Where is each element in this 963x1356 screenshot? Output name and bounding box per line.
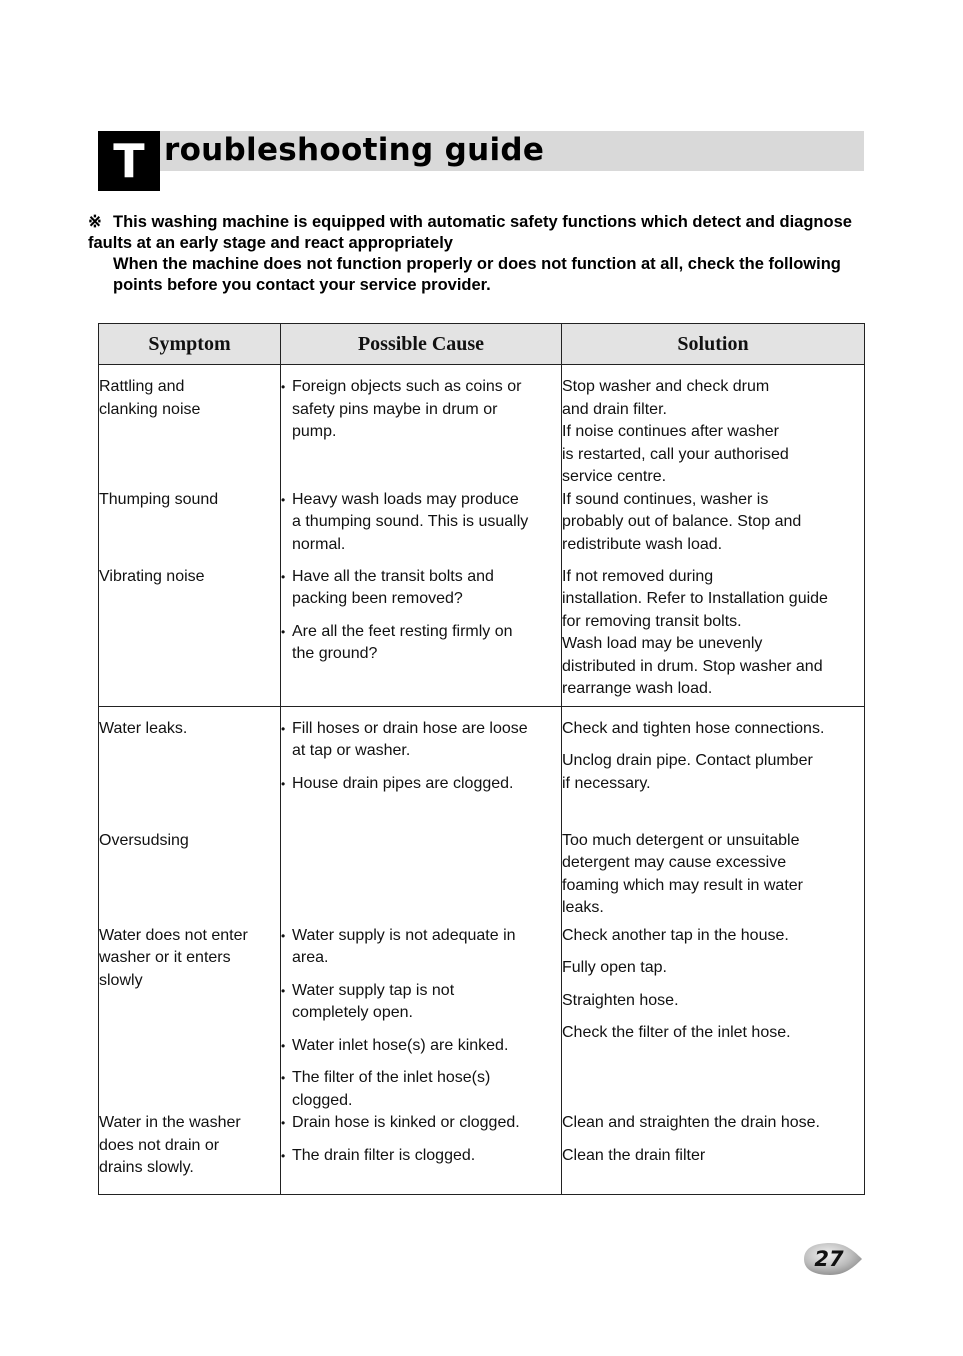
cause-item xyxy=(281,1067,561,1112)
text-line: leaks. xyxy=(562,899,604,916)
text-line: service centre. xyxy=(562,468,667,485)
header-solution: Solution xyxy=(562,324,865,365)
text-line: If sound continues, washer is xyxy=(562,490,769,508)
solution-item xyxy=(562,750,864,795)
header-symptom: Symptom xyxy=(99,324,281,365)
text-line: clanking noise xyxy=(99,400,201,418)
solution-item xyxy=(562,925,864,948)
text-line: Check and tighten hose connections. xyxy=(562,719,825,737)
text-line: • Water supply is not adequate in xyxy=(292,926,516,944)
solution-cell xyxy=(562,925,865,1113)
solution-item xyxy=(562,1145,864,1168)
cause-cell xyxy=(281,566,562,707)
text-line: at tap or washer. xyxy=(292,742,411,759)
text-line: for removing transit bolts. xyxy=(562,612,742,630)
solution-item xyxy=(562,718,864,741)
intro-paragraph-1: This washing machine is equipped with automatic safety functions which detect and diagnose faults at an early stage and react appropriately xyxy=(88,213,852,252)
table-row xyxy=(99,566,865,707)
text-line: drains slowly. xyxy=(99,1159,194,1176)
cause-item xyxy=(281,621,561,666)
text-line: Water in the washer xyxy=(99,1114,241,1131)
text-line: pump. xyxy=(292,423,337,440)
table-row xyxy=(99,706,865,830)
text-line: probably out of balance. Stop and xyxy=(562,513,802,530)
text-line: Oversudsing xyxy=(99,831,189,849)
symptom-cell xyxy=(99,365,281,489)
text-line: If not removed during xyxy=(562,567,714,585)
symptom-cell xyxy=(99,489,281,566)
title-initial-block: T xyxy=(98,131,160,191)
cause-cell xyxy=(281,925,562,1113)
cause-item xyxy=(281,925,561,970)
symptom-cell xyxy=(99,925,281,1113)
cause-cell xyxy=(281,830,562,925)
solution-cell xyxy=(562,1112,865,1195)
text-line: foaming which may result in water xyxy=(562,876,803,894)
text-line: rearrange wash load. xyxy=(562,680,713,697)
symptom-cell xyxy=(99,1112,281,1195)
text-line: clogged. xyxy=(292,1091,353,1109)
text-line: Wash load may be unevenly xyxy=(562,635,763,652)
text-line: a thumping sound. This is usually xyxy=(292,513,529,530)
text-line: area. xyxy=(292,949,329,966)
cause-cell xyxy=(281,365,562,489)
cause-item xyxy=(281,376,561,444)
solution-cell xyxy=(562,830,865,925)
solution-item xyxy=(562,1022,864,1045)
table-row xyxy=(99,489,865,566)
text-line: Thumping sound xyxy=(99,490,219,508)
text-line: Check the filter of the inlet hose. xyxy=(562,1024,791,1041)
text-line: if necessary. xyxy=(562,774,651,792)
solution-item xyxy=(562,566,864,701)
text-line: Water does not enter xyxy=(99,926,248,944)
solution-item xyxy=(562,1112,864,1135)
solution-item xyxy=(562,489,864,557)
troubleshooting-table xyxy=(98,323,865,1195)
text-line: detergent may cause excessive xyxy=(562,854,787,871)
symptom-cell xyxy=(99,706,281,830)
table-row xyxy=(99,365,865,489)
text-line: slowly xyxy=(99,971,143,989)
text-line: redistribute wash load. xyxy=(562,535,723,553)
solution-item xyxy=(562,957,864,980)
solution-cell xyxy=(562,706,865,830)
symptom-cell xyxy=(99,566,281,707)
text-line: Rattling and xyxy=(99,378,185,395)
text-line: Check another tap in the house. xyxy=(562,926,789,944)
text-line: Fully open tap. xyxy=(562,959,667,976)
text-line: • Are all the feet resting firmly on xyxy=(292,622,513,640)
text-line: • Heavy wash loads may produce xyxy=(292,490,519,508)
solution-item xyxy=(562,830,864,920)
text-line: packing been removed? xyxy=(292,590,463,607)
cause-item xyxy=(281,566,561,611)
text-line: • Have all the transit bolts and xyxy=(292,567,494,585)
solution-cell xyxy=(562,566,865,707)
cause-cell xyxy=(281,1112,562,1195)
text-line: Stop washer and check drum xyxy=(562,378,770,395)
header-possible-cause: Possible Cause xyxy=(281,324,562,365)
text-line: washer or it enters xyxy=(99,949,231,966)
text-line: • Fill hoses or drain hose are loose xyxy=(292,719,528,737)
reference-mark: ※ xyxy=(88,213,102,231)
text-line: normal. xyxy=(292,535,346,553)
text-line: installation. Refer to Installation guide xyxy=(562,590,828,607)
text-line: and drain filter. xyxy=(562,400,667,418)
text-line: Clean the drain filter xyxy=(562,1146,706,1164)
table-body xyxy=(99,365,865,1195)
intro-paragraph-2: When the machine does not function properly or does not function at all, check the following points before you contact your service provider. xyxy=(113,255,841,294)
cause-item xyxy=(281,773,561,796)
solution-cell xyxy=(562,365,865,489)
text-line: is restarted, call your authorised xyxy=(562,445,789,463)
cause-cell xyxy=(281,706,562,830)
cause-item xyxy=(281,489,561,557)
cause-item xyxy=(281,1035,561,1058)
text-line: • Water supply tap is not xyxy=(292,981,455,999)
text-line: distributed in drum. Stop washer and xyxy=(562,657,823,675)
text-line: Vibrating noise xyxy=(99,567,205,585)
cause-item xyxy=(281,718,561,763)
cause-cell xyxy=(281,489,562,566)
solution-cell xyxy=(562,489,865,566)
page-title: roubleshooting guide xyxy=(164,132,545,168)
text-line: Too much detergent or unsuitable xyxy=(562,831,800,849)
text-line: • Water inlet hose(s) are kinked. xyxy=(292,1036,509,1054)
text-line: • Drain hose is kinked or clogged. xyxy=(292,1114,520,1131)
text-line: If noise continues after washer xyxy=(562,423,780,440)
text-line: the ground? xyxy=(292,645,378,662)
intro-note xyxy=(88,212,878,296)
page-number: 27 xyxy=(814,1247,844,1271)
table-header-row xyxy=(99,324,865,365)
text-line: • House drain pipes are clogged. xyxy=(292,774,514,792)
cause-item xyxy=(281,1112,561,1135)
text-line: • The filter of the inlet hose(s) xyxy=(292,1069,491,1086)
cause-item xyxy=(281,1145,561,1168)
text-line: Straighten hose. xyxy=(562,991,679,1009)
table-row xyxy=(99,830,865,925)
text-line: • Foreign objects such as coins or xyxy=(292,378,522,395)
text-line: Water leaks. xyxy=(99,719,188,737)
cause-item xyxy=(281,980,561,1025)
text-line: completely open. xyxy=(292,1004,413,1021)
text-line: Unclog drain pipe. Contact plumber xyxy=(562,752,813,769)
table-row xyxy=(99,925,865,1113)
symptom-cell xyxy=(99,830,281,925)
table-row xyxy=(99,1112,865,1195)
solution-item xyxy=(562,990,864,1013)
text-line: safety pins maybe in drum or xyxy=(292,400,498,418)
text-line: does not drain or xyxy=(99,1136,220,1154)
text-line: Clean and straighten the drain hose. xyxy=(562,1114,820,1131)
text-line: • The drain filter is clogged. xyxy=(292,1146,476,1164)
solution-item xyxy=(562,376,864,489)
